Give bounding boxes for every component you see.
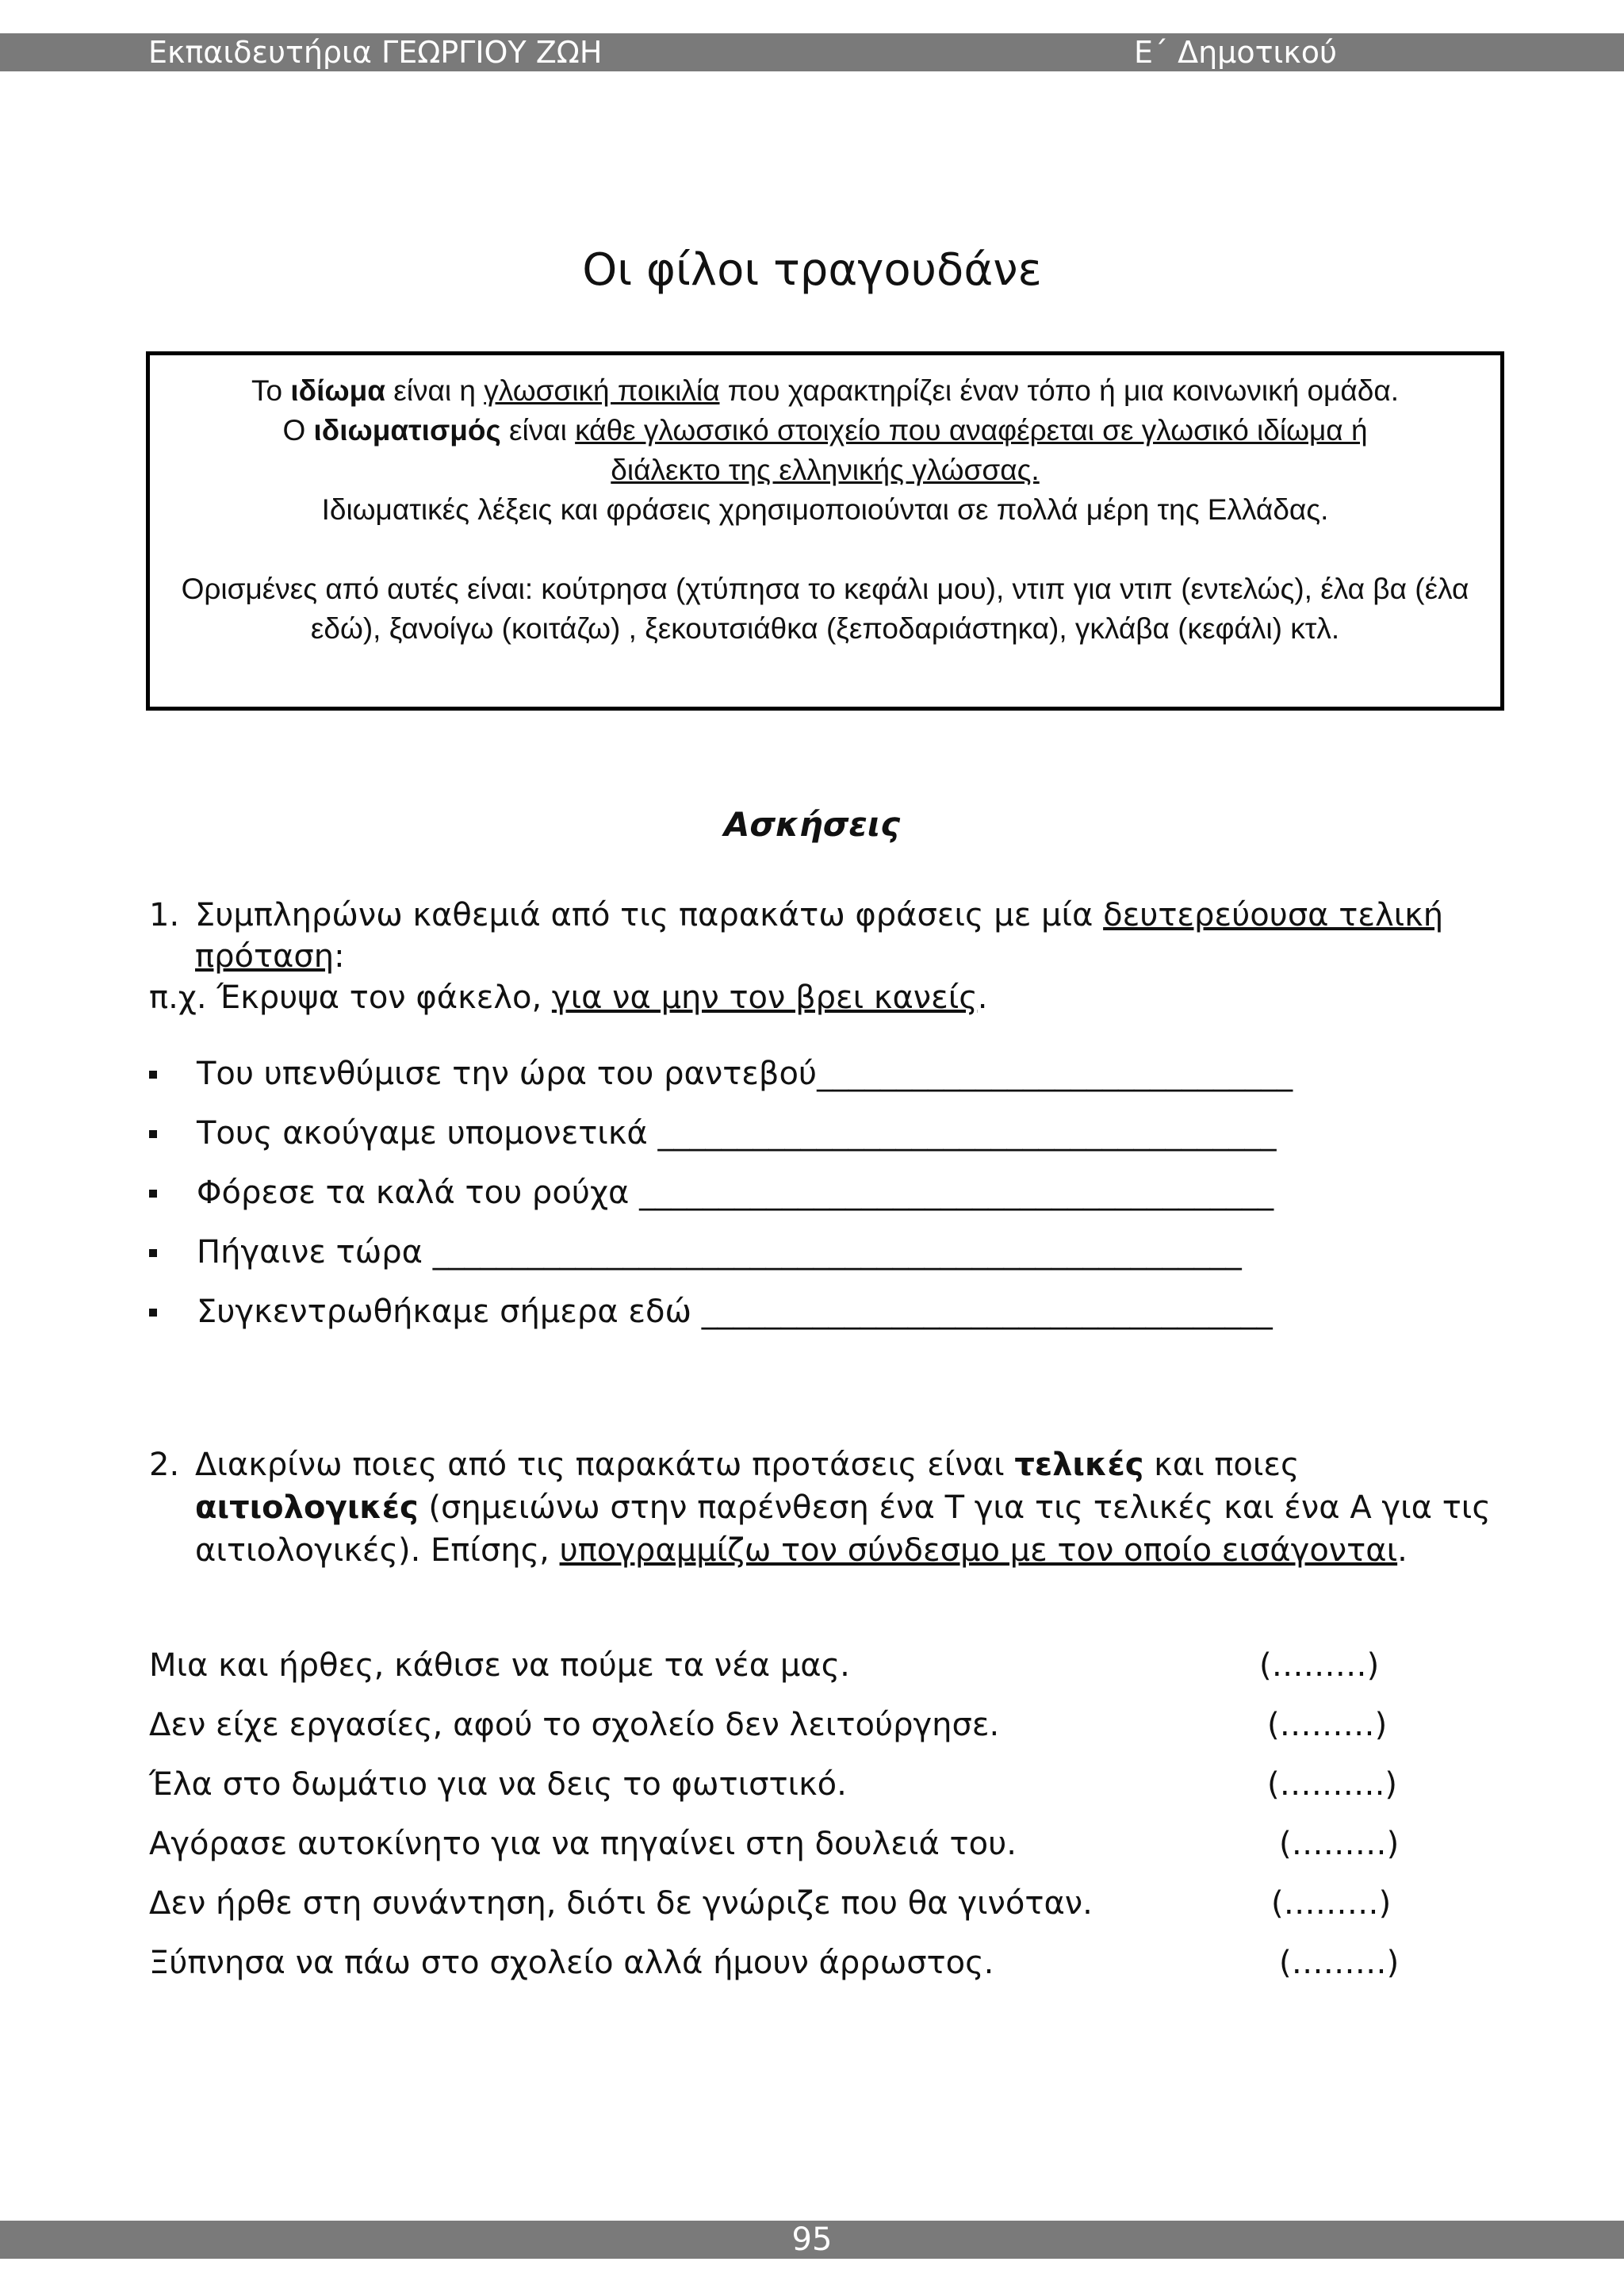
- sentence-text: Έλα στο δωμάτιο για να δεις το φωτιστικό.: [149, 1766, 847, 1803]
- answer-blank[interactable]: ____________________________________: [701, 1294, 1273, 1330]
- sentence-text: Μια και ήρθες, κάθισε να πούμε τα νέα μας.: [149, 1647, 850, 1684]
- sentence-row: [149, 1883, 1497, 1942]
- exercise-2-sentences: [149, 1645, 1497, 2002]
- answer-paren[interactable]: (………): [1279, 1826, 1400, 1862]
- exercises-heading: Ασκήσεις: [723, 805, 901, 844]
- answer-blank[interactable]: ______________________________: [817, 1056, 1293, 1092]
- bullet-square-icon: [149, 1249, 157, 1257]
- usage-note: Ιδιωματικές λέξεις και φράσεις χρησιμοποιούνται σε πολλά μέρη της Ελλάδας.: [321, 493, 1329, 526]
- answer-blank[interactable]: ___________________________________________________: [432, 1234, 1242, 1271]
- definition-box: [146, 351, 1504, 711]
- header-bar: [0, 33, 1624, 71]
- sentence-text: Ξύπνησα να πάω στο σχολείο αλλά ήμουν άρρωστος.: [149, 1945, 994, 1981]
- idiom-definition: Το ιδίωμα είναι η γλωσσική ποικιλία που χαρακτηρίζει έναν τόπο ή μια κοινωνική ομάδα.: [251, 374, 1400, 407]
- answer-paren[interactable]: (………): [1267, 1707, 1388, 1743]
- list-item: Του υπενθύμισε την ώρα του ραντεβού______________________________: [143, 1053, 1491, 1113]
- answer-paren[interactable]: (……….): [1267, 1766, 1397, 1803]
- list-item: Συγκεντρωθήκαμε σήμερα εδώ ____________________________________: [143, 1291, 1491, 1351]
- exercise-number: 2.: [149, 1447, 180, 1483]
- sentence-text: Αγόρασε αυτοκίνητο για να πηγαίνει στη δουλειά του.: [149, 1826, 1017, 1862]
- exercise-2-instruction: 2. Διακρίνω ποιες από τις παρακάτω προτάσεις είναι τελικές και ποιες αιτιολογικές (σημειώνω στην παρένθεση ένα Τ για τις τελικές και ένα Α για τις αιτιολογικές). Επίσης, υπογραμμίζω τον σύνδεσμο με τον οποίο εισάγονται.: [149, 1443, 1497, 1572]
- page-number: 95: [791, 2221, 833, 2258]
- page-title: Οι φίλοι τραγουδάνε: [582, 244, 1042, 296]
- bullet-square-icon: [149, 1071, 157, 1079]
- exercise-1-instruction: 1. Συμπληρώνω καθεμιά από τις παρακάτω φράσεις με μία δευτερεύουσα τελική πρόταση:: [149, 895, 1481, 977]
- answer-blank[interactable]: _______________________________________: [657, 1115, 1277, 1152]
- sentence-row: [149, 1823, 1497, 1883]
- school-name: Εκπαιδευτήρια ΓΕΩΡΓΙΟΥ ΖΩΗ: [148, 35, 603, 70]
- bullet-square-icon: [149, 1130, 157, 1138]
- bullet-square-icon: [149, 1190, 157, 1198]
- footer-bar: [0, 2221, 1624, 2259]
- exercise-1-list: [143, 1053, 1491, 1351]
- grade-label: Ε΄ Δημοτικού: [1134, 35, 1337, 70]
- sentence-row: [149, 1942, 1497, 2002]
- examples-note: Ορισμένες από αυτές είναι: κούτρησα (χτύπησα το κεφάλι μου), ντιπ για ντιπ (εντελώς), έλα βα (έλα εδώ), ξανοίγω (κοιτάζω) , ξεκουτσιάθκα (ξεποδαριάστηκα), γκλάβα (κεφάλι) κτλ.: [181, 573, 1469, 645]
- answer-paren[interactable]: (………): [1259, 1647, 1380, 1684]
- sentence-text: Δεν είχε εργασίες, αφού το σχολείο δεν λειτούργησε.: [149, 1707, 1000, 1743]
- answer-blank[interactable]: ________________________________________: [639, 1175, 1274, 1211]
- sentence-row: [149, 1764, 1497, 1823]
- bullet-square-icon: [149, 1309, 157, 1317]
- exercise-1-example: π.χ. Έκρυψα τον φάκελο, για να μην τον βρει κανείς.: [149, 979, 988, 1016]
- list-item: Φόρεσε τα καλά του ρούχα ________________________________________: [143, 1172, 1491, 1232]
- sentence-row: [149, 1645, 1497, 1704]
- idiomatism-definition: Ο ιδιωματισμός είναι κάθε γλωσσικό στοιχείο που αναφέρεται σε γλωσικό ιδίωμα ή διάλεκτο της ελληνικής γλώσσας.: [282, 414, 1368, 486]
- answer-paren[interactable]: (………): [1279, 1945, 1400, 1981]
- sentence-row: [149, 1704, 1497, 1764]
- list-item: Πήγαινε τώρα ___________________________________________________: [143, 1232, 1491, 1291]
- sentence-text: Δεν ήρθε στη συνάντηση, διότι δε γνώριζε που θα γινόταν.: [149, 1885, 1093, 1922]
- list-item: Τους ακούγαμε υπομονετικά _______________________________________: [143, 1113, 1491, 1172]
- answer-paren[interactable]: (………): [1271, 1885, 1392, 1922]
- exercise-number: 1.: [149, 897, 180, 933]
